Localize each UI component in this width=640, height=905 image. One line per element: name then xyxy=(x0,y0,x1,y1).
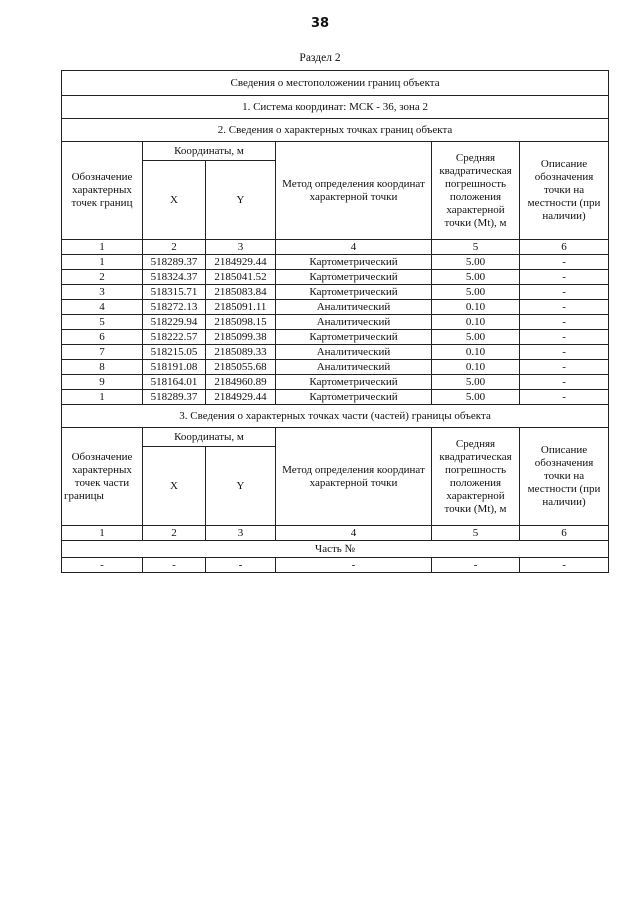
table-cell: - xyxy=(520,285,609,300)
table-cell: 2185099.38 xyxy=(206,330,276,345)
table-cell: 5.00 xyxy=(432,285,520,300)
column-number: 3 xyxy=(206,526,276,541)
table-cell: 518272.13 xyxy=(143,300,206,315)
table-cell: 2185098.15 xyxy=(206,315,276,330)
column-number: 5 xyxy=(432,240,520,255)
table-cell: 0.10 xyxy=(432,345,520,360)
column-numbers-row xyxy=(62,240,609,255)
table-cell: Картометрический xyxy=(276,390,432,405)
header3-description: Описание обозначения точки на местности (при наличии) xyxy=(520,428,609,526)
table-cell: 5.00 xyxy=(432,390,520,405)
table-cell: - xyxy=(520,315,609,330)
table-title: Сведения о местоположении границ объекта xyxy=(62,71,609,96)
column-number: 2 xyxy=(143,240,206,255)
table-cell: 2184960.89 xyxy=(206,375,276,390)
table-cell: Картометрический xyxy=(276,330,432,345)
table-cell: Аналитический xyxy=(276,300,432,315)
table-cell: 8 xyxy=(62,360,143,375)
table-cell: 0.10 xyxy=(432,315,520,330)
table-cell: - xyxy=(206,558,276,573)
table-cell: 9 xyxy=(62,375,143,390)
section3-title: 3. Сведения о характерных точках части (частей) границы объекта xyxy=(62,405,609,428)
table-cell: 1 xyxy=(62,390,143,405)
table-cell: - xyxy=(520,390,609,405)
table-cell: - xyxy=(520,330,609,345)
table-cell: 2185089.33 xyxy=(206,345,276,360)
table-cell: 7 xyxy=(62,345,143,360)
table-cell: - xyxy=(276,558,432,573)
header-method: Метод определения координат характерной точки xyxy=(276,142,432,240)
column-number: 5 xyxy=(432,526,520,541)
header3-error: Средняя квадратическая погрешность положения характерной точки (Mt), м xyxy=(432,428,520,526)
column-number: 4 xyxy=(276,240,432,255)
table-cell: 518222.57 xyxy=(143,330,206,345)
table-row xyxy=(62,345,609,360)
table-cell: Картометрический xyxy=(276,270,432,285)
table-cell: - xyxy=(143,558,206,573)
coord-system: 1. Система координат: МСК - 36, зона 2 xyxy=(62,96,609,119)
table-cell: - xyxy=(520,558,609,573)
table-cell: 2184929.44 xyxy=(206,390,276,405)
table-cell: 518289.37 xyxy=(143,255,206,270)
part-row xyxy=(62,558,609,573)
table-cell: 5 xyxy=(62,315,143,330)
column-numbers-row xyxy=(62,526,609,541)
table-cell: - xyxy=(520,300,609,315)
table-cell: Картометрический xyxy=(276,375,432,390)
header-x: X xyxy=(143,161,206,240)
table-cell: 5.00 xyxy=(432,330,520,345)
table-cell: 3 xyxy=(62,285,143,300)
table-cell: Картометрический xyxy=(276,255,432,270)
table-cell: 518229.94 xyxy=(143,315,206,330)
table-row xyxy=(62,285,609,300)
table-cell: 2 xyxy=(62,270,143,285)
table-cell: - xyxy=(520,375,609,390)
table-cell: 2185091.11 xyxy=(206,300,276,315)
table-cell: 0.10 xyxy=(432,300,520,315)
column-number: 1 xyxy=(62,526,143,541)
header3-coordinates: Координаты, м xyxy=(143,428,276,447)
table-cell: 2184929.44 xyxy=(206,255,276,270)
column-number: 3 xyxy=(206,240,276,255)
part-label: Часть № xyxy=(62,541,609,558)
table-cell: 518215.05 xyxy=(143,345,206,360)
table-row xyxy=(62,360,609,375)
section2-title: 2. Сведения о характерных точках границ объекта xyxy=(62,119,609,142)
table-row xyxy=(62,375,609,390)
column-number: 4 xyxy=(276,526,432,541)
header-y: Y xyxy=(206,161,276,240)
table-cell: 2185083.84 xyxy=(206,285,276,300)
section-label: Раздел 2 xyxy=(299,52,341,64)
table-row xyxy=(62,255,609,270)
header-coordinates: Координаты, м xyxy=(143,142,276,161)
table-row xyxy=(62,315,609,330)
table-cell: 5.00 xyxy=(432,375,520,390)
table-cell: - xyxy=(520,345,609,360)
table-cell: - xyxy=(520,360,609,375)
table-cell: 518164.01 xyxy=(143,375,206,390)
header-designation: Обозначение характерных точек границ xyxy=(62,142,143,240)
table-cell: 2185055.68 xyxy=(206,360,276,375)
table-row xyxy=(62,330,609,345)
column-number: 6 xyxy=(520,526,609,541)
table-cell: 518315.71 xyxy=(143,285,206,300)
table-cell: 2185041.52 xyxy=(206,270,276,285)
table-cell: - xyxy=(432,558,520,573)
table-cell: 1 xyxy=(62,255,143,270)
table-cell: - xyxy=(62,558,143,573)
column-number: 2 xyxy=(143,526,206,541)
header3-method: Метод определения координат характерной точки xyxy=(276,428,432,526)
table-cell: 5.00 xyxy=(432,270,520,285)
table-cell: - xyxy=(520,270,609,285)
table-cell: 518289.37 xyxy=(143,390,206,405)
table-cell: 5.00 xyxy=(432,255,520,270)
table-row xyxy=(62,300,609,315)
page-number: 38 xyxy=(310,16,330,31)
table-row xyxy=(62,270,609,285)
column-number: 1 xyxy=(62,240,143,255)
table-cell: - xyxy=(520,255,609,270)
table-cell: 518324.37 xyxy=(143,270,206,285)
header3-x: X xyxy=(143,447,206,526)
column-number: 6 xyxy=(520,240,609,255)
table-cell: Картометрический xyxy=(276,285,432,300)
table-cell: 6 xyxy=(62,330,143,345)
header3-y: Y xyxy=(206,447,276,526)
table-cell: Аналитический xyxy=(276,360,432,375)
table-cell: 518191.08 xyxy=(143,360,206,375)
header3-designation: Обозначение характерных точек части границы xyxy=(62,428,143,526)
table-cell: Аналитический xyxy=(276,315,432,330)
table-cell: 4 xyxy=(62,300,143,315)
table-row xyxy=(62,390,609,405)
header-error: Средняя квадратическая погрешность положения характерной точки (Mt), м xyxy=(432,142,520,240)
boundary-table xyxy=(61,70,609,573)
table-cell: Аналитический xyxy=(276,345,432,360)
header-description: Описание обозначения точки на местности (при наличии) xyxy=(520,142,609,240)
table-cell: 0.10 xyxy=(432,360,520,375)
